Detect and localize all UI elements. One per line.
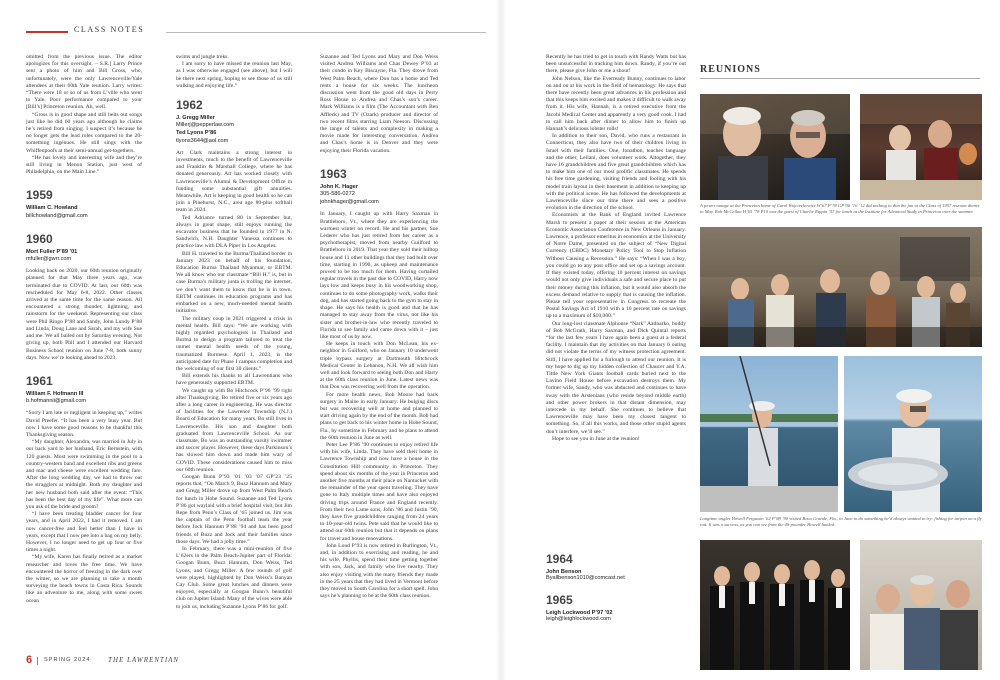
header-rule — [166, 32, 486, 33]
paragraph: Economists at the Bank of England invited Lawrence Marsh to present a paper at their session at the American Economic Association Conference in New Orleans in January. Lawrence, a professor emeritus in economics at the University of Notre Dame, presented on the subject of “New Digital Currency (CBDC) Monetary Policy Tool to Stop Inflation Without Causing a Recession.” He says: “When I was a boy, you could go to any post office and set up a savings account. If they existed today, offering 10 percent interest on savings would not only give individuals a safe and secure place to put their money during this inflation, but it would also absorb the excess demand relative to supply that is causing the inflation. Please tell your representative in Congress to recreate the Postal Savings Act of 1910 with a 10 percent rate on savings up to a maximum of $10,000.” — [546, 212, 686, 320]
paragraph: Bill extends his thanks to all Lawrentians who have generously supported EBTM. — [176, 373, 292, 387]
class-contacts-block — [546, 548, 686, 627]
photo-illustration — [860, 540, 982, 670]
paragraph: Ted Adriance turned 80 in September but, always in great shape, still enjoys running the excavator business that he founded in 1977 in N. Sandwich, N.H. Daughter Vanessa continues to practice law with DLA Piper in Los Angeles. — [176, 214, 292, 250]
reunions-rule — [700, 78, 980, 79]
issue-label: SPRING 2024 — [44, 657, 91, 663]
paragraph: John Nelson, like the Everready Bunny, continues to labor on and on at his work in the field of hematology. He says that there have recently been great advances in his profession and that this keeps him excited and makes it difficult to walk away from it. His wife, Hannah, is a retired executive from the Jacobi Medical Center and apparently a very good cook. I had to call him back after dinner to allow him to finish up Hannah’s delicious lobster rolls! — [546, 75, 686, 133]
class-secretary-email[interactable]: Byallbenson1010@comcast.net — [546, 575, 625, 581]
photo-illustration — [844, 356, 982, 512]
paragraph: John Loud P’93 is now retired in Burlington, Vt., and, in addition to exercising and reading, he and his wife, Phyllis, spend their time getting together with son, Jack, and family who live nearby. They also enjoy visiting with the many friends they made in the 25 years that they had lived in Vermont before they moved to South Carolina for a short spell. John says he’s planning to be at the 60th class reunion. — [320, 542, 438, 600]
header-accent-bar — [26, 31, 68, 33]
column-3 — [320, 54, 438, 644]
class-secretary-name: William F. Hofmann III — [26, 390, 84, 397]
photo-caption: A power outage at the Princeton home of Carol Wojciechowicz W’67 P’78 GP’06 ’10 ’12 did nothing to dim the fun at the Class of 1957 reunion dinner in May. Rob McCellan H’65 ’78 P10 was the guest of Charlie Rippin ’57 for lunch at the Institute for Advanced Study in Princeton over the summer. — [700, 203, 980, 214]
paragraph: “My daughter, Alexandra, was married in July in our back yard to her husband, Eric Bernstein, with 120 guests. Most were swimming in the pool to a country-western band and excellent ribs and greens and mac and cheese were excellent wedding fare. After the long wedding day, we had to throw out the stragglers at midnight. Both my daughter and her new husband both said after the event: “This has been the best day of my life”. What more can you ask of the bride and groom? — [26, 439, 142, 510]
class-year-heading: 1964 — [546, 552, 573, 566]
paragraph: omitted from the previous issue. The editor apologizes for this oversight. – S.R.] Larry Prince sent a photo of him and Bill Gross, who, unfortunately, were the only Lawrenceville/Yale attendees at their 60th Yale reunion. Larry writes: “There were 18 or so of us from L’ville who went to Yale. Poor performance compared to your [Bill’s] Princeton reunion. Ah, well. — [26, 54, 142, 111]
reunion-photo-trio — [860, 540, 982, 670]
publication-name: THE LAWRENTIAN — [108, 656, 180, 664]
paragraph: Peter Lee P’86 ’90 continues to enjoy retired life with his wife, Linda. They have sold their home in Lawrence Township and now have a house in the Constitution Hill community in Princeton. They spend about six months of the year in Princeton and another five months at their place on Nantucket with the remainder of the year spent traveling. They have gone to Italy multiple times and have also enjoyed driving trips around France and England recently. From their two Lame sons, John ’86 and Justin ’90, they have five grandchildren ranging from 24 years to 10-year-old twins. Pete said that he would like to attend our 60th reunion but that it depends on plans for travel and house renovations. — [320, 441, 438, 542]
paragraph: In January, I caught up with Harry Saxman in Brattleboro, Vt., where they are experiencing the warmest winter on record. He and his partner, Sue Lederer who has just retired from her career as a psychotherapist, moved from nearby Guilford to Brattleboro in 2019. That year they sold their hilltop house and 11 other buildings that they had built over time, starting in 1990, as upkeep and maintenance proved to be too much for them. Having curtailed regular travels in the past due to COVID, Harry now lays low and keeps busy in his woodworking shop, continues to do some photography work, walks their dog, and has started going back to the gym to stay in shape. He says his health is good and that he has managed to stay away from the virus, not like his sister and brother-in-law who recently traveled to Florida to see family and came down with it – just like most of us by now. — [320, 211, 438, 340]
paragraph: In February, there was a mini-reunion of five L’62ers in the Palm Beach-Jupiter part of Florida: Googan Bunn, Buzz Hannum, Don Weiss, Ted Lyons, and Gregg Miller. A few rounds of golf were played, highlighted by Don Weiss’s Banyan Cay Club. Some great lunches and dinners were enjoyed, especially at Googan Bunn’s beautiful club on Jupiter Island. Many of the wives were able to join us, including Suzanne Lyons P’86 for golf. — [176, 546, 292, 610]
photo-illustration — [700, 227, 982, 347]
paragraph: We caught up with Bo Hitchcock P’96 ’99 right after Thanksgiving. Bo retired five or six years ago after a long career in engineering. He was director of facilities for the Lawrence Township (N.J.) Board of Education for many years. Bo still lives in Lawrenceville. His son and daughter both graduated from Lawrenceville School. As our classmate, Bo was an outstanding varsity swimmer and soccer player. However, these days Parkinson’s has slowed him down and made him wary of COVID. These considerations caused him to miss our 60th reunion. — [176, 387, 292, 473]
page-footer — [26, 654, 426, 668]
column-1 — [26, 54, 142, 644]
class-year-heading: 1960 — [26, 231, 53, 246]
page-number: 6 — [26, 654, 33, 666]
reunion-photo-dinner — [700, 94, 850, 200]
paragraph: “Gross is in good shape and still belts out songs just like he did 60 years ago although he claims he’s retired from singing. I suspect it’s because he no longer gets the lead roles compared to the 20-something ingénues. He still sings with the Whiffenpoofs at their semi-annual get-togethers. — [26, 111, 142, 154]
section-title: CLASS NOTES — [74, 25, 145, 34]
paragraph: In addition to their son, David, who runs a restaurant in Connecticut, they also have two of their children living in Israel with their families. One, Jonathon, teaches language and the other, Leilani, does volunteer work. Altogether, they have 16 grandchildren and five great grandchildren which has to make him one of our most prolific classmates. He spends his free time gardening, visiting friends and fooling with his model train layout in their basement in addition to keeping up with the political scene. He has followed the developments at Lawrenceville since our time there and sees a positive evolution in the direction of the school. — [546, 133, 686, 212]
column-4 — [546, 54, 686, 540]
reunion-photo-tarpon — [844, 356, 982, 512]
class-year-heading: 1959 — [26, 188, 53, 203]
paragraph: “My wife, Karen has finally retired as a market researcher and loves the free time. We have encountered the horror of freezing in the dark over the winter, so we are planning to take a month surveying the beach towns in Costa Rica. Sounds like an adventure to me, along with some sweet ocean — [26, 554, 142, 604]
paragraph: Bill H. traveled to the Burma/Thailand border in January 2023 on behalf of his foundation, Education Burma Thailand Myanmar, or EBTM. We all know who our classmate “Bill H.” is, but in case Burma’s military junta is trolling the internet, we don’t want them to know that he is in town. EBTM continues its education programs and has embarked on a new, much-needed mental health initiative. — [176, 250, 292, 315]
class-secretary-name: Ted Lyons P’86 — [176, 130, 217, 137]
spread-gutter — [496, 0, 506, 680]
paragraph: Suzanne and Ted Lyons and Mary and Don Weiss visited Andrea Williams and Chas Dewey P’03 at their condo in Key Biscayne, Fla. They drove from West Palm Beach, where Don has a home and Ted rents a house for six weeks. The luncheon discussion went from the good old days in Perry Ross House to Andrea and Chas’s son’s career. Mark Williams is a film (The Accountant with Ben Affleck) and TV (Ozark) producer and director of two recent films starring Liam Neeson. Discussing the range of talents and complexity in making a movie made for interesting conversation. Andrea and Chas’s home is in Denver and they were enjoying their Florida vacation. — [320, 54, 438, 154]
class-secretary-email[interactable]: billchowland@gmail.com — [26, 212, 88, 219]
class-secretary-name: J. Gregg Miller — [176, 115, 215, 122]
reunion-photo-lunch — [860, 94, 982, 200]
reunions-heading: REUNIONS — [700, 64, 761, 75]
class-secretary-email[interactable]: mfuller@gwrr.com — [26, 256, 72, 263]
paragraph: Recently he has tried to get in touch with Randy Watts but has been unsuccessful in tracking him down. Randy, if you’re out there, please give John or me a shout! — [546, 54, 686, 75]
class-secretary-name: Leigh Lockwood P’97 ’02 — [546, 610, 613, 616]
paragraph: Hope to see you in June at the reunion! — [552, 435, 640, 442]
paragraph: swims and jungle treks. — [176, 54, 229, 60]
reunion-photo-group — [700, 227, 982, 347]
paragraph: Googan Bunn P’93 ’01 ’03 ’07 GP’23 ’25 reports that, “On March 9, Buzz Hannum and Mary and Gregg Miller drove up from West Palm Beach for lunch in Hobe Sound. Suzanne and Ted Lyons P’86 got waylaid with a brief hospital visit, but Jim Repe from Penn’s Class of ’65 joined us. Jim was the captain of the Penn football team the year before Jock Hannum P’88 ’94 and has been good friends of Buzz and Jock and their families since those days. We had a jolly time.” — [176, 473, 292, 545]
paragraph: The military coup in 2021 triggered a crisis in mental health. Bill says: “We are working with highly regarded psychologists in Thailand and Burma to design a program tailored to treat the unmet mental health needs of the young, traumatized Burmese. April 1, 2023, is the anticipated date for Phase I campus completion and the welcoming of our first 30 clients.” — [176, 315, 292, 372]
class-secretary-email[interactable]: leigh@leighlockwood.com — [546, 616, 611, 622]
class-secretary-name: Mort Fuller P’89 ’01 — [26, 248, 78, 255]
class-year-heading: 1963 — [320, 166, 347, 181]
reunion-photo-angler — [700, 356, 838, 512]
paragraph: Art Clark maintains a strong interest in investments, much to the benefit of Lawrenceville and Franklin & Marshall College, where he has donated generously. Art has worked closely with Lawrenceville’s Alumni & Development Office in funding some substantial gift annuities. Meanwhile, Art is keeping in good health so he can join a Pinehurst, N.C., area age 80-plus softball team in 2024. — [176, 149, 292, 214]
class-secretary-email[interactable]: Millerj@pepperlaw.com — [176, 122, 234, 129]
class-secretary-email[interactable]: tlyons3644@aol.com — [176, 137, 229, 144]
paragraph: He keeps in touch with Don McLean, his ex-neighbor in Guilford, who on January 10 underwent triple bypass surgery at Dartmouth Hitchcock Medical Center in Lebanon, N.H. We all wish him well and look forward to seeing both Don and Harry at the 60th class reunion in June. Latest news was that Don was recovering well from the operation. — [320, 341, 438, 391]
paragraph: “He has lovely and interesting wife and they’re still living in Menon Station, just west of Philadelphia, on the Main Line.” — [26, 154, 142, 176]
class-secretary-name: John Benson — [546, 569, 582, 575]
paragraph: “Sorry I am late or negligent in keeping up,” writes David Preefer. “It has been a very busy year. But now I have some good reasons to be thankful this Thanksgiving season. — [26, 410, 142, 438]
paragraph: Our long-lost classmate Alphonse “Nark” Aadnarko, buddy of Bob McGrath, Harry Saxman, and Dick Quintal reports “for the last few years I have again been a guest at a federal facility. I maintain that my activities on that January 6 outing did not violate the terms of my witness protection agreement. Still, I have applied for a furlough to attend our reunion. It is my hope to dig up my hidden collection of Chaucer and Y.A. Tittle New York Giants football cards buried next to the Lavino Field House before excavation destroys them. My former wife, Sandy, who was abducted and continues to have sway with the Arstenians (who reside beyond middle earth) and other power brokers in that distant dimension, may intercede in my behalf. She continues to believe that Lawrenceville may have been my closest tangent to something. So, if all this works, and those other stupid agents don’t interfere, we’ll see.” — [546, 320, 686, 435]
paragraph: Looking back on 2020, our 60th reunion originally planned for that May three years ago, was terminated due to COVID. At last, our 60th was rescheduled for May 6-8, 2022. Other classes arrived at the same time for the same reason. All encountered a strong thunder, lightning, and rainstorm for the weekend. Representing our class were Phil Ringo P’88 and Sandy, John Lundy P’88 and Linda, Doug Lane and Sarah, and my wife Sue and me. We all bailed out by Saturday evening. Not giving up, both Phil and I attended our Harvard Business School reunion on June 7-8, both sunny days. Now we’re looking ahead to 2023. — [26, 268, 142, 361]
paragraph: For more health news, Bob Moore had back surgery in Maine in early January. He bulging discs but was recovering well at home and planned to start driving again by the end of the month. Bob had plans to get back to his winter home in Hobe Sound, Fla., by sometime in February and he plans to attend the 60th reunion in June as well. — [320, 391, 438, 441]
class-secretary-name: John K. Hager — [320, 183, 358, 190]
class-secretary-phone: 305-586-0272 — [320, 191, 355, 198]
paragraph: “I have been treating bladder cancer for four years, and in April 2022, I had it removed. I am now cancer-free and feel better than I have in years, except that I now pee into a bag on my belly. However, I no longer need to get up four or five times a night. — [26, 511, 142, 554]
footer-separator — [37, 657, 38, 665]
photo-illustration — [700, 540, 850, 670]
class-year-heading: 1962 — [176, 98, 203, 113]
column-2 — [176, 54, 292, 644]
class-year-heading: 1965 — [546, 593, 573, 607]
class-year-heading: 1961 — [26, 373, 53, 388]
photo-caption: Longtime angler Howell Ferguson ’62 P’88 ’90 visited Boca Grande, Fla., in June to do something he’d always wanted to try: fishing for tarpon on a fly rod. It was a success, as you can see from the 40-pounder Howell landed. — [700, 516, 982, 527]
photo-illustration — [700, 356, 838, 512]
class-secretary-email[interactable]: b.hofmannii@gmail.com — [26, 398, 87, 405]
class-secretary-email[interactable]: johnkhager@gmail.com — [320, 199, 379, 206]
photo-illustration — [860, 94, 982, 200]
photo-illustration — [700, 94, 850, 200]
class-secretary-name: William C. Howland — [26, 205, 78, 212]
paragraph: I am sorry to have missed the reunion last May, as I was otherwise engaged (see above), but I will be there next spring, hoping to see those of us still walking and enjoying life.” — [176, 61, 292, 89]
reunion-photo-formal — [700, 540, 850, 670]
section-header — [26, 20, 486, 42]
